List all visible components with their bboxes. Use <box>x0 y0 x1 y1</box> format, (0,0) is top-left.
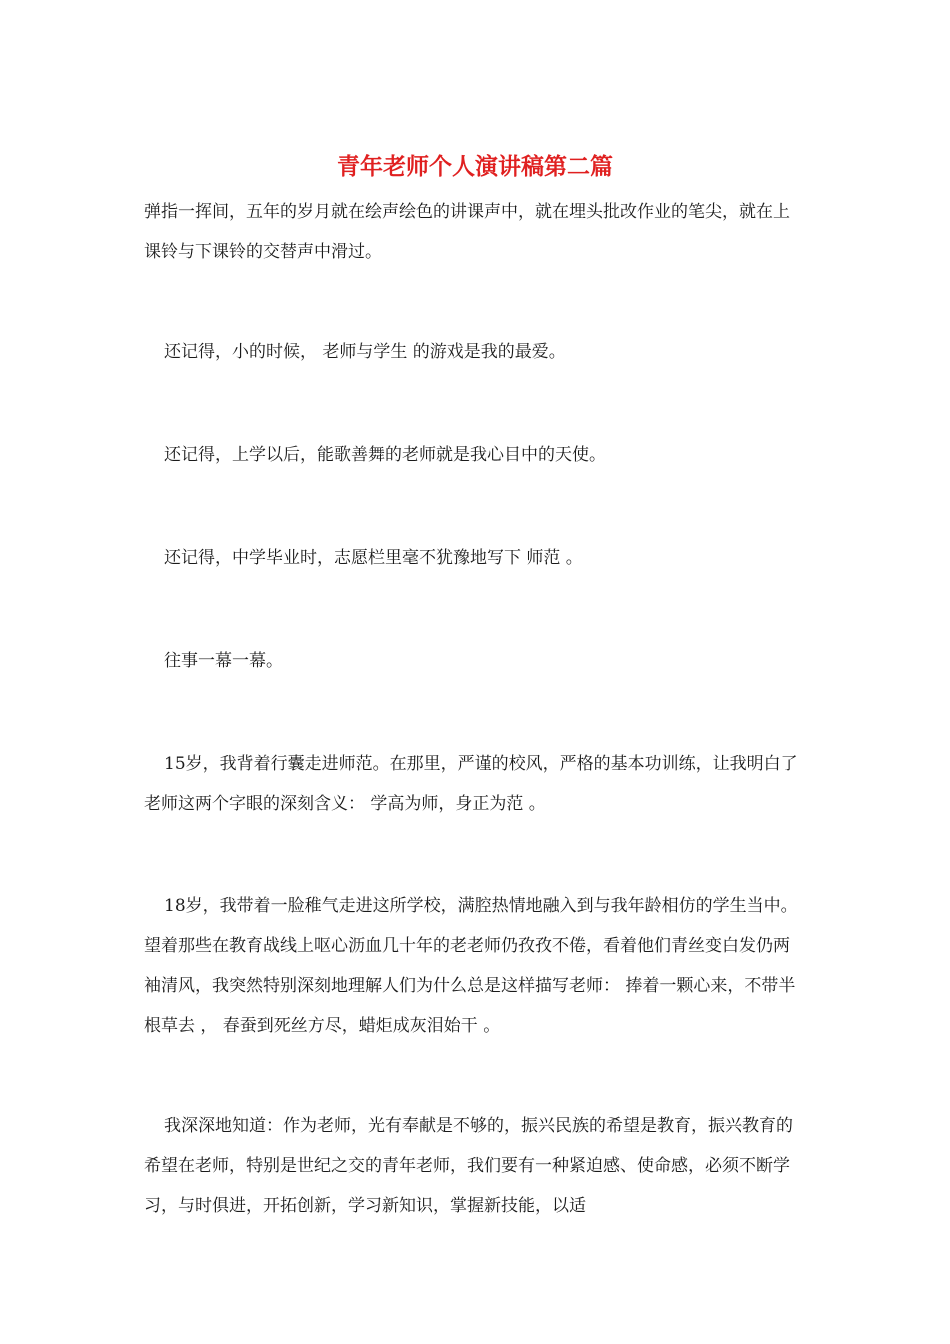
paragraph-8: 我深深地知道：作为老师，光有奉献是不够的，振兴民族的希望是教育，振兴教育的希望在老师，特别是世纪之交的青年老师，我们要有一种紧迫感、使命感，必须不断学习，与时俱进，开拓创新，学习新知识，掌握新技能，以适 <box>144 1116 793 1216</box>
paragraph-3: 还记得，上学以后，能歌善舞的老师就是我心目中的天使。 <box>164 445 606 465</box>
paragraph-7: 18岁，我带着一脸稚气走进这所学校，满腔热情地融入到与我年龄相仿的学生当中。望着那些在教育战线上呕心沥血几十年的老老师仍孜孜不倦，看着他们青丝变白发仍两袖清风，我突然特别深刻地理解人们为什么总是这样描写老师： 捧着一颗心来，不带半根草去 ， 春蚕到死丝方尽，蜡炬成灰泪始干 。 <box>144 896 798 1036</box>
paragraph-2: 还记得，小的时候， 老师与学生 的游戏是我的最爱。 <box>164 342 566 362</box>
paragraph-6: 15岁，我背着行囊走进师范。在那里，严谨的校风，严格的基本功训练，让我明白了老师这两个字眼的深刻含义： 学高为师，身正为范 。 <box>144 754 798 814</box>
document-title: 青年老师个人演讲稿第二篇 <box>337 154 613 180</box>
paragraph-4: 还记得，中学毕业时，志愿栏里毫不犹豫地写下 师范 。 <box>164 548 583 568</box>
paragraph-1: 弹指一挥间，五年的岁月就在绘声绘色的讲课声中，就在埋头批改作业的笔尖，就在上课铃与下课铃的交替声中滑过。 <box>144 202 790 262</box>
paragraph-5: 往事一幕一幕。 <box>164 651 283 671</box>
